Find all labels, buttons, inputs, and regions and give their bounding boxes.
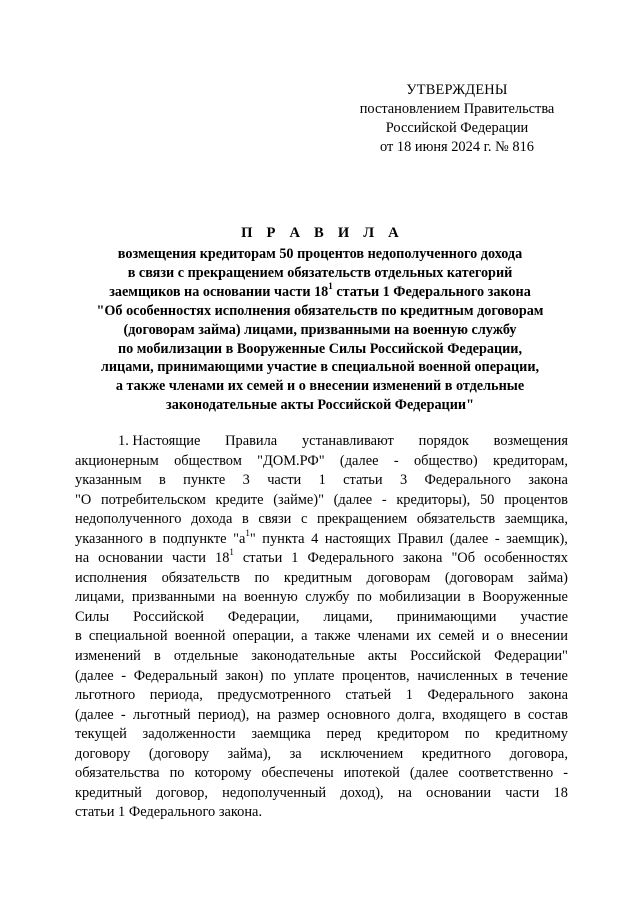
word: службу [305,589,350,606]
word: исключением [320,745,404,762]
word: 4 [311,530,319,547]
word: - [494,530,500,547]
word: предусмотренного [217,687,331,704]
word: настоящих [324,530,391,547]
word: Вооруженные [482,589,568,606]
word: в [153,648,161,665]
word: состав [527,706,568,723]
word: в [241,511,249,528]
word: кредитным [283,569,353,586]
word: закона [528,472,568,489]
word: исполнения [75,569,148,586]
word: 18 [553,784,568,801]
word: в [149,530,157,547]
word: обеспечены [261,765,334,782]
subtitle-line: а также членами их семей и о внесении изменений в отдельные [115,378,525,395]
word: периода, [149,687,203,704]
word: Федерального [424,472,511,489]
word: общество) [413,452,478,469]
approval-line-2: Российской Федерации [385,120,529,136]
word: процентов [503,491,568,508]
word: на [397,784,412,801]
word: Правил [397,530,444,547]
word: порядок [418,433,469,449]
word: потребительском [100,491,206,508]
word: статьей [345,687,392,704]
paragraph-line [75,784,568,804]
word: внесении [510,628,568,645]
word: изменений [75,648,141,665]
word: закон) [225,667,264,684]
subtitle-line: по мобилизации в Вооруженные Силы Российской Федерации, [117,340,523,357]
word: (далее [75,706,114,723]
word: обязательств [416,511,496,528]
word: Силы [75,608,110,625]
word: (далее [75,667,114,684]
word: недополученного [75,511,182,528]
word: военную [243,589,298,606]
paragraph-line [75,764,568,784]
superscript: 1 [245,527,250,538]
paragraph-line [75,627,568,647]
word: основного [326,706,391,723]
word: законодательные [251,648,355,665]
word: (далее [333,491,373,508]
word: закона. [218,804,263,821]
word: в [513,706,521,723]
word: пункте [183,472,226,489]
word: Российской [410,648,481,665]
word: "О [75,491,92,508]
word: договор, [156,784,208,801]
word: и [481,628,490,645]
word: на [256,706,271,723]
document-title: П Р А В И Л А [241,225,404,241]
word: военной [174,628,226,645]
document-title-block [60,224,580,415]
word: закона [528,687,568,704]
word: за [289,745,302,762]
word: займа) [527,569,568,586]
word: дохода [191,511,233,528]
subtitle-text: статьи 1 Федерального закона [332,283,531,300]
word: процентов, [342,667,410,684]
word: заемщик), [506,530,568,547]
word: договору [75,745,131,762]
approval-heading: УТВЕРЖДЕНЫ [406,82,508,98]
word: доход), [340,784,384,801]
word: период), [197,706,250,723]
subtitle-line: в связи с прекращением обязательств отдельных категорий [127,264,513,281]
word: 3 [242,472,250,489]
word: $18^1$ [215,547,234,567]
paragraph-line [75,432,568,452]
word: в [75,628,82,645]
approval-line-1: постановлением Правительства [359,101,555,117]
paragraph-line [75,452,568,472]
word: 50 [479,491,495,508]
word: части [505,784,540,801]
word: задолженности [142,726,236,743]
word: семей [438,628,475,645]
word: прекращением [317,511,408,528]
paragraph-line [75,471,568,491]
word: лицами, [323,608,373,625]
word: (договору [148,745,210,762]
word: основании [98,550,164,567]
word: акционерным [75,452,159,469]
word: - [121,667,127,684]
word: в [505,667,513,684]
subtitle-line [60,283,580,302]
paragraph-line [75,527,568,550]
word: мобилизации [379,589,461,606]
paragraph-line [75,647,568,667]
word: Федерального [307,550,394,567]
word: по [169,765,185,782]
word: (займе)" [273,491,324,508]
word: обязательства [75,765,160,782]
word: кредиторам, [492,452,568,469]
word: займа), [227,745,272,762]
word: закона [402,550,443,567]
word: на [75,550,90,567]
word: (далее [409,765,449,782]
word: - [563,765,568,782]
subtitle-line: "Об особенностях исполнения обязательств по кредитным договорам [96,302,544,319]
word: участие [520,608,568,625]
word: 1 [118,804,126,821]
word: кредитного [421,745,492,762]
word: членами [357,628,410,645]
word: которому [194,765,252,782]
subtitle-text: заемщиков на основании части 18 [109,283,329,300]
word: их [416,628,432,645]
word: Федерации" [494,648,568,665]
subtitle-line: возмещения кредиторам 50 процентов недополученного дохода [117,246,523,262]
word: связи [258,511,292,528]
word: возмещения [493,433,568,449]
word: также [314,628,351,645]
word: (договорам [444,569,514,586]
word: Федерального [427,687,514,704]
word: статьи [75,804,115,821]
subtitle-line: (договорам займа) лицами, призванными на военную службу [123,321,517,338]
word: 1 [318,472,326,489]
word: "Об [451,550,476,567]
superscript: 1 [229,547,234,558]
word: - [393,452,399,469]
word: с [301,511,308,528]
subtitle-line: лицами, принимающими участие в специальной военной операции, [100,359,540,376]
word: льготного [75,687,136,704]
word: льготный [132,706,191,723]
word: 1. Настоящие [118,433,201,449]
approval-line-3: от 18 июня 2024 г. № 816 [379,139,535,155]
word: Российской [133,608,204,625]
paragraph-line [75,803,568,823]
word: входящего [442,706,507,723]
paragraph-line [75,510,568,530]
paragraph-line [75,706,568,726]
superscript: 1 [328,281,333,292]
word: Правила [225,433,278,449]
word: кредитному [495,726,568,743]
word: 3 [399,472,408,489]
word: заемщика [251,726,311,743]
word: о [496,628,504,645]
paragraph-line [75,491,568,511]
paragraph-line [75,745,568,765]
word: принимающими [396,608,497,625]
word: начисленных [417,667,498,684]
word: статьи [343,472,383,489]
paragraph-line [75,725,568,745]
word: Федерации, [227,608,300,625]
word: основании [426,784,492,801]
word: кредиторы), [396,491,471,508]
paragraph-line [75,608,568,628]
word: (далее [449,530,489,547]
word: устанавливают [301,433,394,449]
paragraph-line [75,686,568,706]
word: "$а^1$" [233,527,256,547]
word: долга, [397,706,435,723]
document-subtitle [60,245,580,415]
word: Федеральный [133,667,218,684]
word: подпункте [162,530,227,547]
word: - [381,491,387,508]
word: недополученный [222,784,327,801]
word: перед [326,726,362,743]
word: кредитором [377,726,449,743]
word: текущей [75,726,127,743]
paragraph-1 [75,432,568,823]
word: соответственно [458,765,554,782]
word: специальной [88,628,168,645]
word: договора, [509,745,568,762]
word: "ДОМ.РФ" [257,452,325,469]
word: по [464,726,480,743]
word: указанным [75,472,142,489]
subtitle-line: законодательные акты Российской Федерации" [166,397,474,414]
paragraph-line [75,588,568,608]
word: кредите [215,491,264,508]
word: указанного [75,530,143,547]
word: 1 [291,550,299,567]
word: части [172,550,207,567]
word: заемщика, [504,511,568,528]
word: на [222,589,237,606]
word: в [468,589,475,606]
paragraph-line [75,569,568,589]
word: (далее [339,452,379,469]
word: договорам [366,569,431,586]
word: акты [367,648,397,665]
word: особенностях [484,550,568,567]
word: статьи [242,550,283,567]
word: обязательств [161,569,240,586]
word: операции, [232,628,295,645]
word: Федерального [128,804,216,821]
word: размер [277,706,320,723]
word: по [270,667,286,684]
word: пункта [262,530,305,547]
word: призванными [131,589,215,606]
approval-stamp [330,81,584,157]
word: кредитный [75,784,142,801]
word: а [301,628,308,645]
word: лицами, [75,589,125,606]
word: 1 [405,687,413,704]
paragraph-line [75,667,568,687]
word: по [254,569,270,586]
word: ипотекой [343,765,400,782]
paragraph-line [75,549,568,569]
word: течение [520,667,568,684]
word: уплате [293,667,335,684]
word: обществом [174,452,242,469]
word: по [356,589,372,606]
word: части [267,472,302,489]
word: в [158,472,166,489]
word: отдельные [173,648,239,665]
word: - [120,706,126,723]
